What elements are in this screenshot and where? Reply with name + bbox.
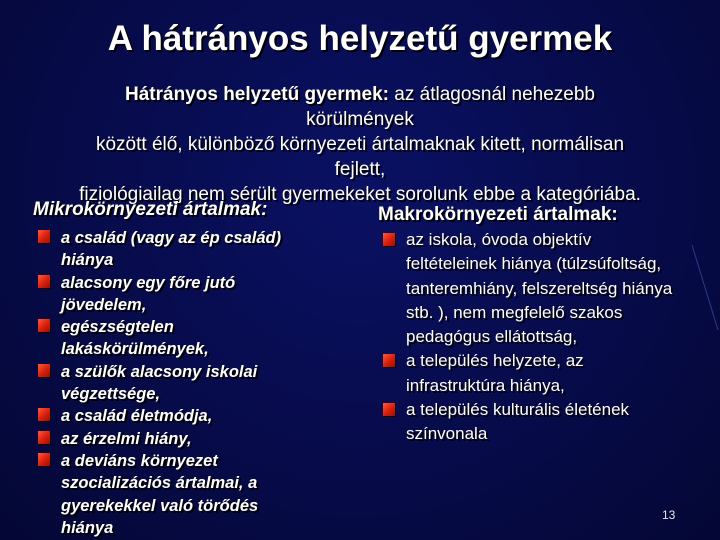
square-bullet-icon xyxy=(38,230,50,243)
list-item-text: az iskola, óvoda objektív feltételeinek hiánya (túlzsúfoltság, tanteremhiány, felszereltség hiánya stb. ), nem megfelelő szakos pedagógus ellátottság, xyxy=(406,230,673,347)
list-item-text: az érzelmi hiány, xyxy=(61,429,192,448)
list-item xyxy=(38,450,308,539)
macro-list xyxy=(383,228,673,447)
intro-term: Hátrányos helyzetű gyermek: xyxy=(125,84,389,105)
micro-heading: Mikrokörnyezeti ártalmak: xyxy=(33,199,268,220)
intro-line-1 xyxy=(60,82,660,107)
list-item-text: alacsony egy főre jutó jövedelem, xyxy=(61,273,236,314)
list-item-text: a település helyzete, az infrastruktúra hiánya, xyxy=(406,351,584,395)
macro-heading: Makrokörnyezeti ártalmak: xyxy=(378,204,618,225)
decorative-edge-line xyxy=(690,0,720,540)
square-bullet-icon xyxy=(383,403,395,416)
list-item xyxy=(38,405,308,427)
list-item-text: a család (vagy az ép család) hiánya xyxy=(61,229,282,270)
square-bullet-icon xyxy=(38,408,50,421)
list-item xyxy=(383,398,673,447)
square-bullet-icon xyxy=(38,275,50,288)
list-item xyxy=(38,361,308,406)
list-item-text: egészségtelen lakáskörülmények, xyxy=(61,318,209,359)
intro-paragraph xyxy=(60,82,660,207)
square-bullet-icon xyxy=(38,453,50,466)
list-item xyxy=(383,228,673,349)
list-item-text: a család életmódja, xyxy=(61,407,213,426)
square-bullet-icon xyxy=(38,319,50,332)
intro-line-5: fiziológiailag nem sérült gyermekeket sorolunk ebbe a kategóriába. xyxy=(79,184,641,205)
square-bullet-icon xyxy=(38,364,50,377)
square-bullet-icon xyxy=(38,431,50,444)
list-item-text: a település kulturális életének színvonala xyxy=(406,400,630,444)
intro-line-4: fejlett, xyxy=(334,159,386,180)
list-item xyxy=(38,428,308,450)
page-number: 13 xyxy=(662,508,676,522)
list-item xyxy=(383,349,673,398)
square-bullet-icon xyxy=(383,233,395,246)
slide-title: A hátrányos helyzetű gyermek xyxy=(107,19,613,58)
intro-line-3: között élő, különböző környezeti ártalmaknak kitett, normálisan xyxy=(95,134,625,155)
intro-line-2: körülmények xyxy=(306,109,414,130)
list-item xyxy=(38,272,308,317)
list-item xyxy=(38,316,308,361)
micro-list xyxy=(38,227,308,539)
list-item-text: a szülők alacsony iskolai végzettsége, xyxy=(61,362,258,404)
intro-text-1: az átlagosnál nehezebb xyxy=(394,84,595,105)
list-item xyxy=(38,227,308,272)
square-bullet-icon xyxy=(383,354,395,367)
list-item-text: a deviáns környezet szocializációs ártalmai, a gyerekekkel való törődés hiánya xyxy=(61,451,259,537)
